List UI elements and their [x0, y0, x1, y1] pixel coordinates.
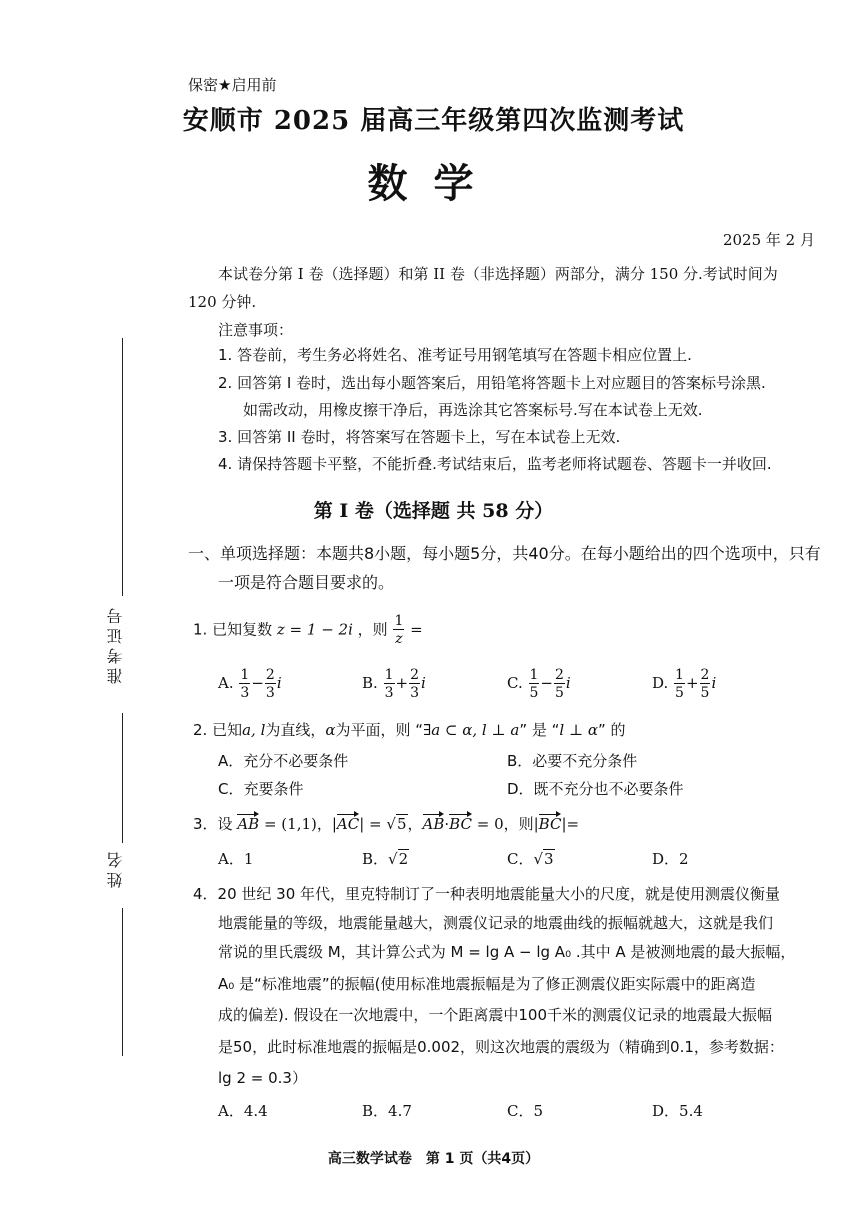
note-item-2: 2. 回答第 I 卷时，选出每小题答案后，用铅笔将答题卡上对应题目的答案标号涂黑. [218, 374, 766, 392]
q3-sqrt5: √5 [386, 815, 407, 833]
q4-line-6: 是50，此时标准地震的振幅是0.002，则这次地震的震级为（精确到0.1，参考数据： [218, 1038, 784, 1056]
q3-vector-bc: BC [449, 815, 472, 833]
q4-line-2: 地震能量的等级，地震能量越大，测震仪记录的地震曲线的振幅就越大，这就是我们 [218, 914, 774, 932]
q2-condition: ∃a ⊂ α, l ⊥ a [423, 721, 520, 739]
q4-line-1: 4．20 世纪 30 年代，里克特制订了一种表明地震能量大小的尺度，就是使用测震仪衡量 [193, 885, 781, 903]
question-1 [193, 614, 423, 646]
q3-ac-value: | = [359, 815, 387, 833]
q2-option-a[interactable]: A．充分不必要条件 [218, 752, 349, 770]
note-item-1: 1. 答卷前，考生务必将姓名、准考证号用钢笔填写在答题卡相应位置上. [218, 346, 692, 364]
q3-option-d[interactable]: D．2 [652, 850, 689, 868]
q1-option-d-frac2: $\frac{2}{5}$ [700, 667, 710, 701]
side-line-top [122, 338, 123, 596]
q3-zero: = 0，则| [476, 815, 539, 833]
q1-option-b-frac1: $\frac{1}{3}$ [384, 667, 394, 701]
q2-stem: 2. 已知 [193, 721, 243, 739]
q1-option-a-frac1: $\frac{1}{3}$ [240, 667, 250, 701]
q1-prefix: 1. 已知复数 [193, 620, 273, 639]
side-line-bottom [122, 908, 123, 1056]
q4-line-7: lg 2 = 0.3） [218, 1069, 307, 1087]
q2-option-b[interactable]: B．必要不充分条件 [507, 752, 638, 770]
q2-conclusion: l ⊥ α [559, 721, 598, 739]
q1-then: ，则 [357, 620, 388, 639]
q4-line-5: 成的偏差). 假设在一次地震中，一个距离震中100千米的测震仪记录的地震最大振幅 [218, 1006, 773, 1024]
q1-option-c-label: C. [507, 674, 523, 692]
q2-end: ” 的 [597, 721, 626, 739]
q4-option-b[interactable]: B．4.7 [362, 1102, 412, 1120]
q3-option-a[interactable]: A．1 [218, 850, 254, 868]
q1-option-b[interactable]: B. $\frac{1}{3}$ + $\frac{2}{3}$ i [362, 667, 426, 701]
q2-mid1: 为直线， [265, 721, 326, 739]
q1-option-c-frac1: $\frac{1}{5}$ [529, 667, 539, 701]
q3-num: 3．设 [193, 815, 233, 833]
question-2 [193, 719, 626, 740]
q3-ab-value: = (1,1)，| [263, 815, 337, 833]
subject-title: 数学 [367, 160, 500, 207]
q3-vector-ac: AC [336, 815, 360, 833]
q4-option-c[interactable]: C．5 [507, 1102, 544, 1120]
q3-end: |= [561, 815, 580, 833]
q3-option-b[interactable]: B．√2 [362, 850, 409, 868]
side-line-middle [122, 713, 123, 843]
q2-vars: a, l [242, 721, 266, 739]
q1-option-a[interactable]: A. $\frac{1}{3}$ − $\frac{2}{3}$ i [218, 667, 282, 701]
question-3 [193, 813, 579, 834]
q1-option-c[interactable]: C. $\frac{1}{5}$ − $\frac{2}{5}$ i [507, 667, 571, 701]
q3-option-c[interactable]: C．√3 [507, 850, 554, 868]
q2-alpha: α [325, 721, 336, 739]
q4-line-3: 常说的里氏震级 M，其计算公式为 M = lg A − lg A₀ .其中 A 是被测地震的最大振幅， [218, 943, 796, 961]
intro-line-1: 本试卷分第 I 卷（选择题）和第 II 卷（非选择题）两部分，满分 150 分.考试时间为 [218, 265, 778, 283]
q2-mid2: 为平面，则 “ [335, 721, 424, 739]
q1-option-a-frac2: $\frac{2}{3}$ [265, 667, 275, 701]
q2-option-c[interactable]: C．充要条件 [218, 780, 304, 798]
q3-dot: · [444, 815, 450, 833]
part1-instruction-1: 一、单项选择题：本题共8小题，每小题5分，共40分。在每小题给出的四个选项中，只有 [188, 544, 821, 563]
intro-line-2: 120 分钟. [188, 293, 257, 311]
q3-option-c-sqrt: √3 [533, 850, 554, 868]
confidential-label: 保密★启用前 [188, 76, 277, 94]
q1-option-b-label: B. [362, 674, 378, 692]
q4-option-d[interactable]: D．5.4 [652, 1102, 703, 1120]
q3-sep: ， [407, 815, 423, 833]
q2-mid3: ” 是 “ [519, 721, 560, 739]
q1-option-d[interactable]: D. $\frac{1}{5}$ + $\frac{2}{5}$ i [652, 667, 717, 701]
page-footer: 高三数学试卷 第 1 页（共4页） [327, 1151, 540, 1167]
q4-option-a[interactable]: A．4.4 [218, 1102, 268, 1120]
name-label: 姓名 [106, 848, 125, 888]
q1-expression: z = 1 − 2i [276, 620, 353, 639]
exam-date: 2025 年 2 月 [722, 231, 815, 249]
part1-instruction-2: 一项是符合题目要求的。 [218, 573, 395, 592]
notes-heading: 注意事项： [218, 321, 294, 339]
section-title: 第 I 卷（选择题 共 58 分） [313, 500, 554, 522]
q1-option-c-frac2: $\frac{2}{5}$ [555, 667, 564, 701]
q2-option-d[interactable]: D．既不充分也不必要条件 [507, 780, 684, 798]
q3-vector-bc-2: BC [538, 815, 562, 833]
q3-vector-ab-2: AB [422, 815, 445, 833]
note-item-4: 4. 请保持答题卡平整，不能折叠.考试结束后，监考老师将试题卷、答题卡一并收回. [218, 455, 772, 473]
q1-equals: = [410, 620, 423, 639]
q1-option-b-frac2: $\frac{2}{3}$ [410, 667, 419, 701]
q1-option-d-frac1: $\frac{1}{5}$ [675, 667, 684, 701]
note-item-3: 3. 回答第 II 卷时，将答案写在答题卡上，写在本试卷上无效. [218, 428, 621, 446]
exam-id-label: 准考证号 [106, 604, 125, 684]
q3-option-b-sqrt: √2 [388, 850, 409, 868]
q3-vector-ab: AB [237, 815, 260, 833]
q1-option-a-label: A. [218, 674, 234, 692]
q1-fraction [393, 614, 404, 646]
exam-title: 安顺市 2025 届高三年级第四次监测考试 [182, 106, 685, 136]
q1-option-d-label: D. [652, 674, 669, 692]
note-item-2-cont: 如需改动，用橡皮擦干净后，再选涂其它答案标号.写在本试卷上无效. [243, 401, 703, 419]
q4-line-4: A₀ 是“标准地震”的振幅(使用标准地震振幅是为了修正测震仪距实际震中的距离造 [218, 975, 756, 993]
q1-frac-num: 1 [394, 613, 404, 629]
q1-frac-den: z [395, 631, 403, 647]
